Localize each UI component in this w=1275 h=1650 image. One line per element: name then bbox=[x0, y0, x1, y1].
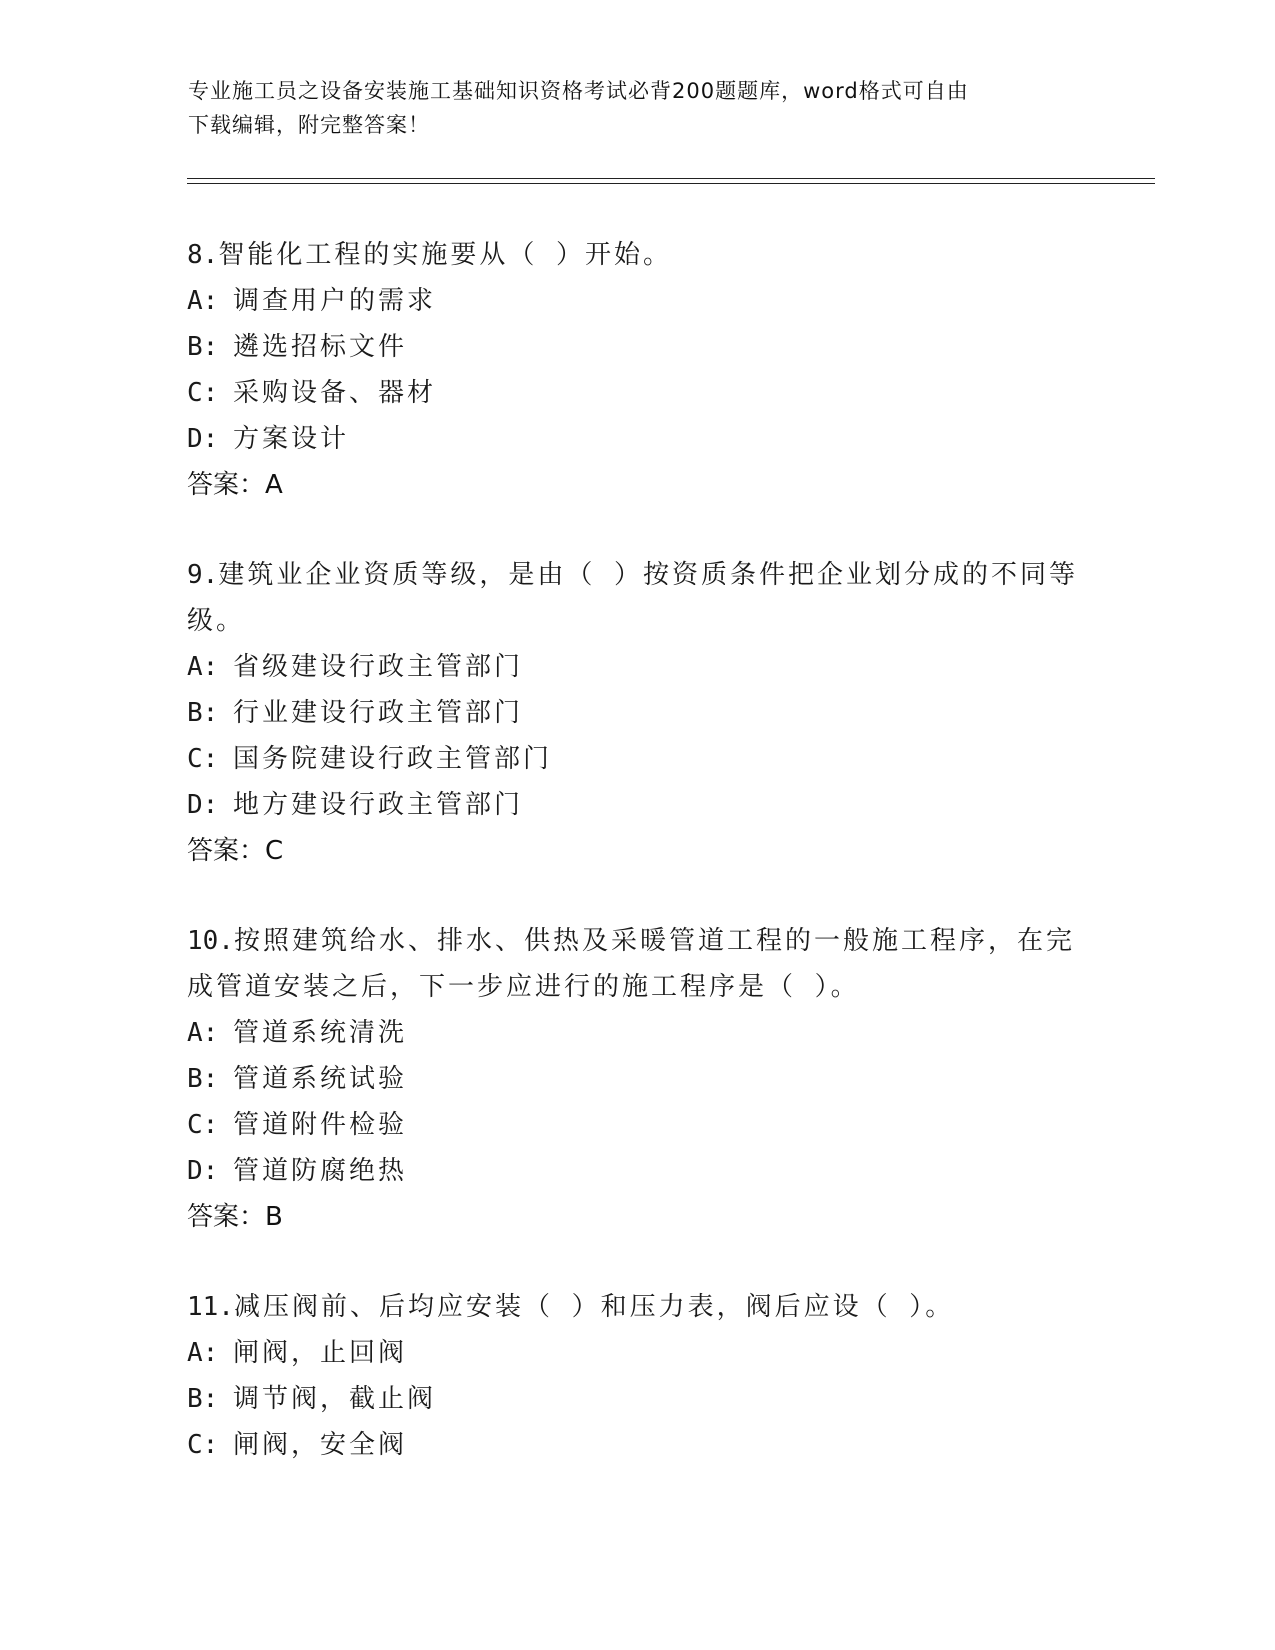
option-key: B: bbox=[187, 1384, 219, 1414]
option-key: A: bbox=[187, 286, 219, 316]
question-stem-text: 建筑业企业资质等级，是由（ ）按资质条件把企业划分成的不同等 bbox=[218, 560, 1078, 590]
answer-option bbox=[187, 1148, 1087, 1194]
question-stem-text: 减压阀前、后均应安装（ ）和压力表，阀后应设（ ）。 bbox=[233, 1292, 955, 1322]
question-stem bbox=[187, 232, 1087, 278]
option-key: A: bbox=[187, 652, 219, 682]
answer-key: 答案：C bbox=[187, 836, 284, 866]
answer-option bbox=[187, 416, 1087, 462]
option-key: C: bbox=[187, 1430, 219, 1460]
question-stem-text: 按照建筑给水、排水、供热及采暖管道工程的一般施工程序，在完 bbox=[233, 926, 1075, 956]
answer-option bbox=[187, 736, 1087, 782]
option-key: B: bbox=[187, 332, 219, 362]
header-divider-top bbox=[187, 178, 1155, 179]
answer-option bbox=[187, 324, 1087, 370]
question-stem-continuation bbox=[187, 598, 1087, 644]
option-key: D: bbox=[187, 424, 219, 454]
question-stem bbox=[187, 552, 1087, 598]
option-text: 管道系统清洗 bbox=[233, 1018, 408, 1048]
option-text: 方案设计 bbox=[233, 424, 350, 454]
option-text: 调节阀，截止阀 bbox=[233, 1384, 437, 1414]
option-key: D: bbox=[187, 790, 219, 820]
answer-option bbox=[187, 1330, 1087, 1376]
answer-option bbox=[187, 782, 1087, 828]
option-key: D: bbox=[187, 1156, 219, 1186]
answer-key: 答案：A bbox=[187, 470, 283, 500]
option-key: C: bbox=[187, 744, 219, 774]
option-text: 国务院建设行政主管部门 bbox=[233, 744, 553, 774]
option-text: 采购设备、器材 bbox=[233, 378, 437, 408]
answer-option bbox=[187, 644, 1087, 690]
option-key: A: bbox=[187, 1338, 219, 1368]
question-stem bbox=[187, 918, 1087, 964]
option-key: B: bbox=[187, 698, 219, 728]
question-stem bbox=[187, 1284, 1087, 1330]
answer-option bbox=[187, 1010, 1087, 1056]
question-block bbox=[187, 1284, 1087, 1468]
option-text: 遴选招标文件 bbox=[233, 332, 408, 362]
answer-option bbox=[187, 278, 1087, 324]
option-text: 闸阀，止回阀 bbox=[233, 1338, 408, 1368]
answer-option bbox=[187, 1102, 1087, 1148]
question-stem-text: 级。 bbox=[187, 606, 246, 636]
option-text: 调查用户的需求 bbox=[233, 286, 437, 316]
question-stem-text: 智能化工程的实施要从（ ）开始。 bbox=[218, 240, 672, 270]
option-text: 闸阀，安全阀 bbox=[233, 1430, 408, 1460]
answer-option bbox=[187, 1376, 1087, 1422]
question-block bbox=[187, 232, 1087, 508]
option-key: C: bbox=[187, 378, 219, 408]
answer-key: 答案：B bbox=[187, 1202, 283, 1232]
answer-option bbox=[187, 370, 1087, 416]
question-number: 8. bbox=[187, 240, 219, 270]
header-line-2: 下载编辑，附完整答案！ bbox=[188, 113, 430, 137]
question-list bbox=[187, 232, 1087, 1512]
option-key: A: bbox=[187, 1018, 219, 1048]
document-header bbox=[188, 74, 1088, 142]
option-key: C: bbox=[187, 1110, 219, 1140]
question-stem-text: 成管道安装之后，下一步应进行的施工程序是（ ）。 bbox=[187, 972, 860, 1002]
answer-option bbox=[187, 1056, 1087, 1102]
header-line-1: 专业施工员之设备安装施工基础知识资格考试必背200题题库，word格式可自由 bbox=[188, 79, 969, 103]
question-block bbox=[187, 552, 1087, 874]
question-number: 9. bbox=[187, 560, 219, 590]
answer-option bbox=[187, 690, 1087, 736]
question-block bbox=[187, 918, 1087, 1240]
option-text: 省级建设行政主管部门 bbox=[233, 652, 524, 682]
question-number: 11. bbox=[187, 1292, 234, 1322]
option-text: 地方建设行政主管部门 bbox=[233, 790, 524, 820]
option-text: 管道附件检验 bbox=[233, 1110, 408, 1140]
header-divider-bottom bbox=[187, 183, 1155, 184]
option-text: 管道系统试验 bbox=[233, 1064, 408, 1094]
question-stem-continuation bbox=[187, 964, 1087, 1010]
answer-option bbox=[187, 1422, 1087, 1468]
option-key: B: bbox=[187, 1064, 219, 1094]
option-text: 管道防腐绝热 bbox=[233, 1156, 408, 1186]
option-text: 行业建设行政主管部门 bbox=[233, 698, 524, 728]
question-number: 10. bbox=[187, 926, 234, 956]
